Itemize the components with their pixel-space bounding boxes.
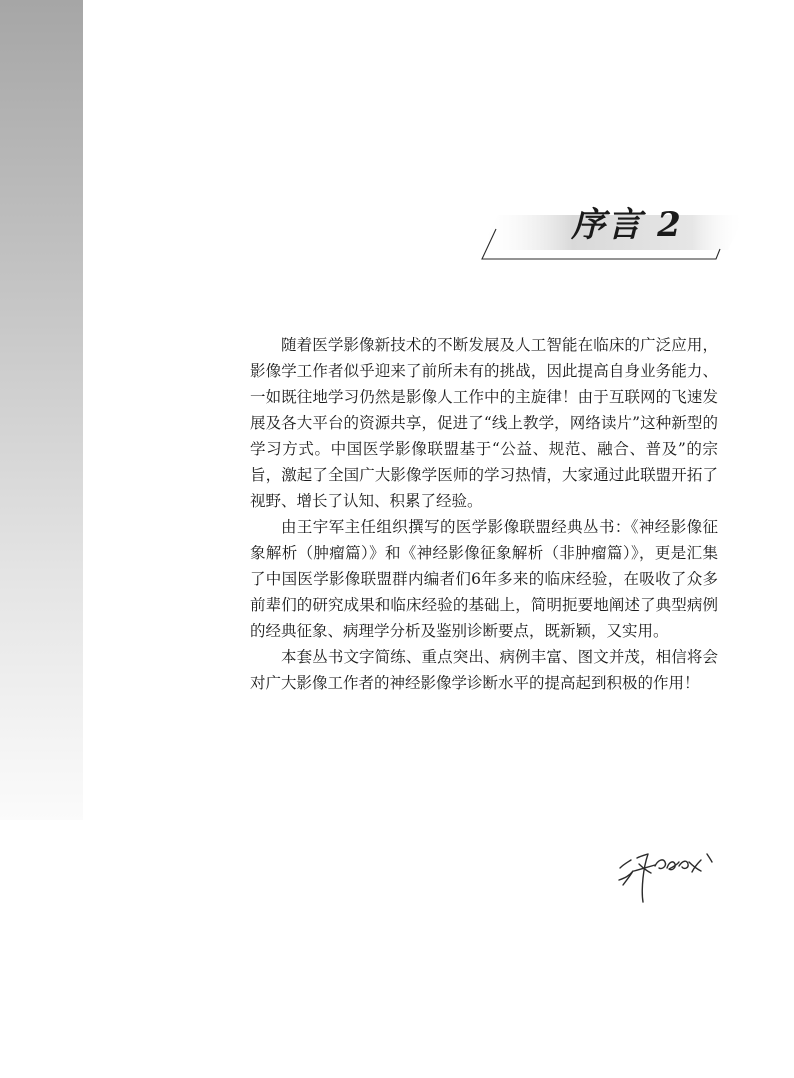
paragraph-3: 本套丛书文字简练、重点突出、病例丰富、图文并茂，相信将会对广大影像工作者的神经影像学诊断水平的提高起到积极的作用！ <box>250 648 718 692</box>
preface-body <box>250 332 718 696</box>
paragraph-1: 随着医学影像新技术的不断发展及人工智能在临床的广泛应用，影像学工作者似乎迎来了前所未有的挑战，因此提高自身业务能力、一如既往地学习仍然是影像人工作中的主旋律！由于互联网的飞速发展及各大平台的资源共享，促进了“线上教学，网络读片”这种新型的学习方式。中国医学影像联盟基于“公益、规范、融合、普及”的宗旨，激起了全国广大影像学医师的学习热情，大家通过此联盟开拓了视野、增长了认知、积累了经验。 <box>250 336 718 510</box>
title-banner <box>470 195 750 270</box>
signature-drawing <box>615 838 725 908</box>
side-gradient-band <box>0 0 83 820</box>
handwritten-signature <box>615 838 725 908</box>
paragraph-2: 由王宇军主任组织撰写的医学影像联盟经典丛书：《神经影像征象解析（肿瘤篇）》和《神经影像征象解析（非肿瘤篇）》，更是汇集了中国医学影像联盟群内编者们6年多来的临床经验，在吸收了众多前辈们的研究成果和临床经验的基础上，简明扼要地阐述了典型病例的经典征象、病理学分析及鉴别诊断要点，既新颖，又实用。 <box>250 518 718 640</box>
page-title: 序言 2 <box>571 205 683 245</box>
